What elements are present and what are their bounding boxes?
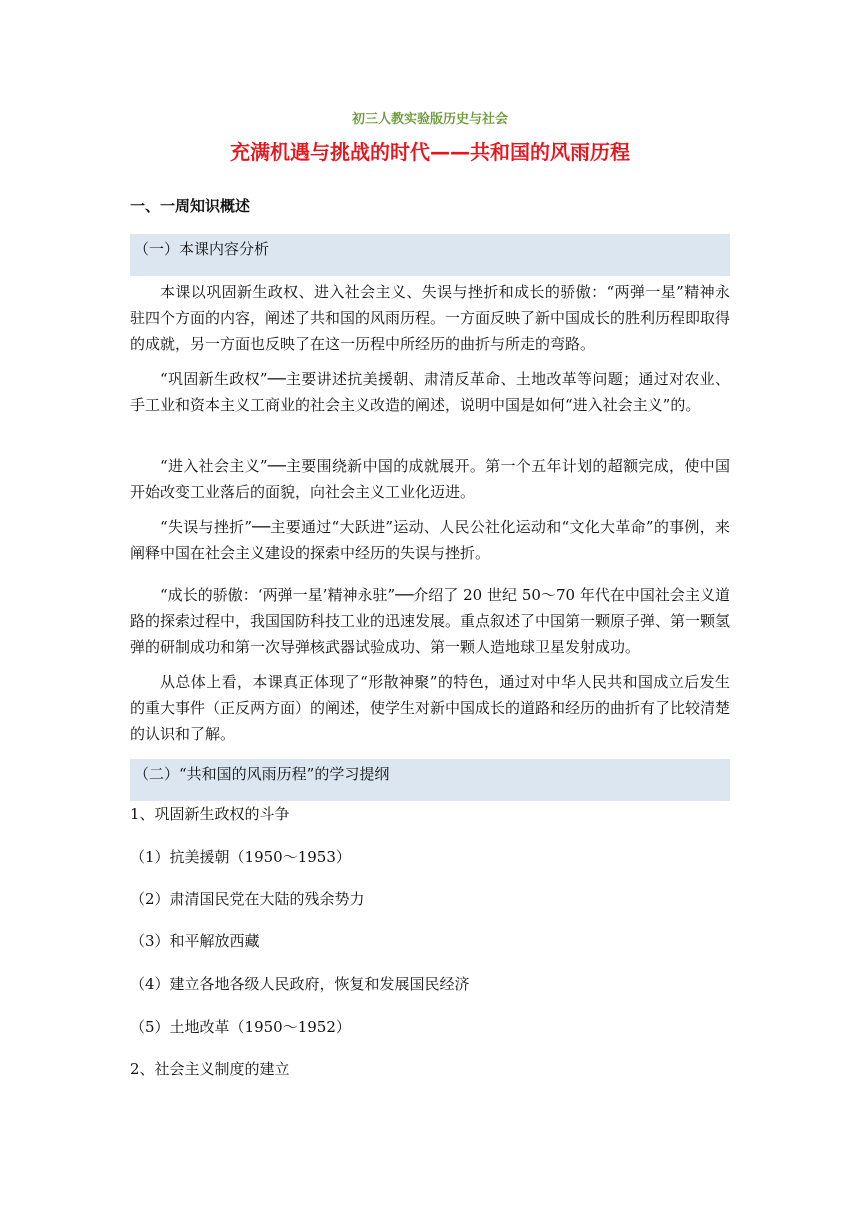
outline-item: （5）土地改革（1950～1952）	[130, 1018, 351, 1036]
section-heading: 一、一周知识概述	[130, 197, 251, 215]
outline-item: （1）抗美援朝（1950～1953）	[130, 848, 351, 866]
outline-item: 1、巩固新生政权的斗争	[130, 805, 290, 823]
outline-item: （3）和平解放西藏	[130, 932, 260, 950]
part1-label-band: （一）本课内容分析	[130, 234, 730, 276]
part2-label-band: （二）“共和国的风雨历程”的学习提纲	[130, 759, 730, 801]
document-subtitle: 初三人教实验版历史与社会	[351, 112, 508, 127]
document-title: 充满机遇与挑战的时代——共和国的风雨历程	[230, 140, 630, 164]
outline-item: （2）肃清国民党在大陆的残余势力	[130, 890, 365, 908]
paragraph-summary: 从总体上看，本课真正体现了“形散神聚”的特色，通过对中华人民共和国成立后发生的重大事件（正反两方面）的阐述，使学生对新中国成长的道路和经历的曲折有了比较清楚的认识和了解。	[130, 673, 731, 743]
paragraph-mistakes-setbacks: “失误与挫折”──主要通过“大跃进”运动、人民公社化运动和“文化大革命”的事例，来阐释中国在社会主义建设的探索中经历的失误与挫折。	[130, 518, 730, 562]
paragraph-two-bombs-one-satellite: “成长的骄傲：‘两弹一星’精神永驻”──介绍了 20 世纪 50～70 年代在中国社会主义道路的探索过程中，我国国防科技工业的迅速发展。重点叙述了中国第一颗原子弹、第一颗氢弹的研制成功和第一次导弹核武器试验成功、第一颗人造地球卫星发射成功。	[130, 586, 731, 656]
paragraph-enter-socialism: “进入社会主义”──主要围绕新中国的成就展开。第一个五年计划的超额完成，使中国开始改变工业落后的面貌，向社会主义工业化迈进。	[130, 457, 730, 501]
paragraph-overview: 本课以巩固新生政权、进入社会主义、失误与挫折和成长的骄傲：“两弹一星”精神永驻四个方面的内容，阐述了共和国的风雨历程。一方面反映了新中国成长的胜利历程即取得的成就，另一方面也反映了在这一历程中所经历的曲折与所走的弯路。	[130, 283, 731, 353]
paragraph-consolidate-regime: “巩固新生政权”──主要讲述抗美援朝、肃清反革命、土地改革等问题；通过对农业、手工业和资本主义工商业的社会主义改造的阐述，说明中国是如何“进入社会主义”的。	[130, 370, 730, 414]
outline-item: 2、社会主义制度的建立	[130, 1060, 290, 1078]
outline-item: （4）建立各地各级人民政府，恢复和发展国民经济	[130, 975, 470, 993]
